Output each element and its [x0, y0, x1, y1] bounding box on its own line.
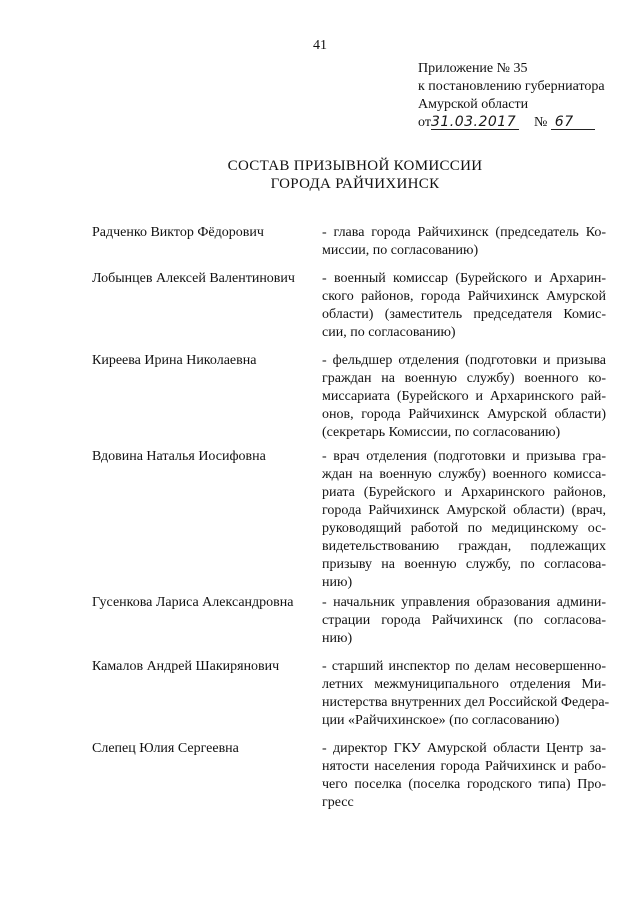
title-line-1: СОСТАВ ПРИЗЫВНОЙ КОМИССИИ	[227, 158, 483, 174]
title-line-2: ГОРОДА РАЙЧИХИНСК	[270, 176, 440, 192]
role-line: летних межмуниципального отделения Ми-	[322, 677, 606, 692]
member-role	[322, 224, 606, 260]
role-line: риата (Бурейского и Архаринского районов,	[322, 485, 606, 500]
role-line: миссии, по согласованию)	[322, 243, 479, 258]
date-number-line	[418, 114, 605, 132]
role-line: нию)	[322, 575, 353, 590]
role-line: гресс	[322, 795, 354, 810]
role-line: - фельдшер отделения (подготовки и призыва	[322, 353, 606, 368]
member-role	[322, 448, 606, 592]
member-role	[322, 270, 606, 342]
role-line: - глава города Райчихинск (председатель Ко-	[322, 225, 606, 240]
page-number: 41	[313, 38, 327, 53]
role-line: онов, города Райчихинск Амурской области)	[322, 407, 606, 422]
appendix-number: Приложение № 35	[418, 61, 528, 76]
role-line: страции города Райчихинск (по согласова-	[322, 613, 606, 628]
role-line: чего поселка (поселка городского типа) Про-	[322, 777, 606, 792]
resolution-reference: к постановлению губерниатора	[418, 79, 605, 94]
role-line: ции «Райчихинское» (по согласованию)	[322, 713, 560, 728]
role-line: города Райчихинск Амурской области) (врач,	[322, 503, 606, 518]
member-role	[322, 740, 606, 812]
role-line: руководящий работой по медицинскому ос-	[322, 521, 606, 536]
role-line: ского районов, города Райчихинск Амурской	[322, 289, 606, 304]
role-line: области) (заместитель председателя Комис-	[322, 307, 606, 322]
member-name: Радченко Виктор Фёдорович	[92, 225, 264, 240]
role-line: видетельствованию граждан, подлежащих	[322, 539, 606, 554]
member-name: Слепец Юлия Сергеевна	[92, 741, 239, 756]
member-name: Гусенкова Лариса Александровна	[92, 595, 294, 610]
handwritten-number: 67	[551, 115, 595, 130]
region-name: Амурской области	[418, 97, 529, 112]
role-line: - директор ГКУ Амурской области Центр за-	[322, 741, 606, 756]
date-prefix: от	[418, 115, 431, 130]
number-prefix: №	[533, 115, 548, 130]
role-line: сии, по согласованию)	[322, 325, 456, 340]
role-line: - военный комиссар (Бурейского и Архарин-	[322, 271, 606, 286]
role-line: нятости населения города Райчихинск и рабо-	[322, 759, 606, 774]
member-name: Вдовина Наталья Иосифовна	[92, 449, 266, 464]
member-name: Лобынцев Алексей Валентинович	[92, 271, 295, 286]
role-line: нию)	[322, 631, 353, 646]
member-role	[322, 352, 606, 442]
member-name: Киреева Ирина Николаевна	[92, 353, 257, 368]
role-line: миссариата (Бурейского и Архаринского рай-	[322, 389, 606, 404]
document-title	[0, 157, 640, 193]
role-line: призыву на военную службу, по согласова-	[322, 557, 606, 572]
role-line: нистерства внутренних дел Российской Федера-	[322, 695, 610, 710]
role-line: - врач отделения (подготовки и призыва гра-	[322, 449, 606, 464]
role-line: (секретарь Комиссии, по согласованию)	[322, 425, 561, 440]
member-role	[322, 594, 606, 648]
member-role	[322, 658, 610, 730]
member-name: Камалов Андрей Шакирянович	[92, 659, 280, 674]
handwritten-date: 31.03.2017	[431, 115, 519, 130]
role-line: - начальник управления образования админи-	[322, 595, 606, 610]
approval-block	[418, 60, 605, 132]
role-line: - старший инспектор по делам несовершенно-	[322, 659, 606, 674]
role-line: граждан на военную службу) военного ко-	[322, 371, 606, 386]
role-line: ждан на военную службу) военного комисса-	[322, 467, 606, 482]
